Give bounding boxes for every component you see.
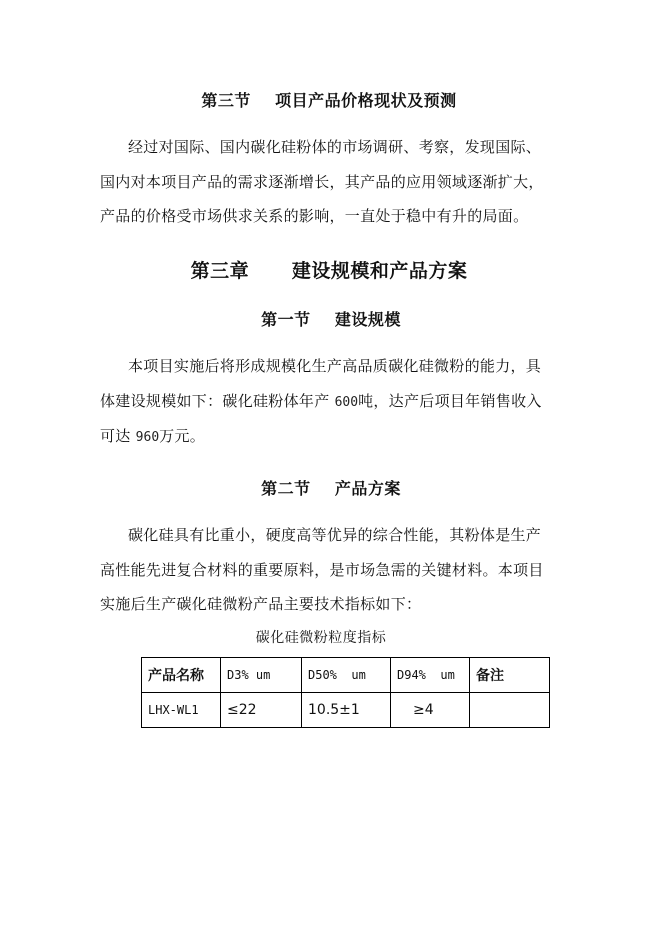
- table-header-row: [142, 658, 550, 693]
- paragraph-line: 实施后生产碳化硅微粉产品主要技术指标如下：: [100, 595, 422, 613]
- paragraph-line: 碳化硅具有比重小，硬度高等优异的综合性能，其粉体是生产: [128, 526, 542, 544]
- annual-revenue-value: 960: [135, 430, 160, 445]
- text-segment: 可达: [100, 427, 136, 445]
- header-remarks: 备注: [470, 658, 550, 693]
- section-title-price: 第三节 项目产品价格现状及预测: [201, 91, 457, 110]
- header-d3: D3% um: [221, 658, 302, 693]
- paragraph-line: 本项目实施后将形成规模化生产高品质碳化硅微粉的能力，具: [128, 357, 542, 375]
- annual-output-value: 600: [334, 395, 359, 410]
- cell-d94: ≥4: [391, 693, 470, 728]
- text-segment: 体建设规模如下：碳化硅粉体年产: [100, 392, 335, 410]
- paragraph-line: 国内对本项目产品的需求逐渐增长，其产品的应用领域逐渐扩大，: [100, 173, 544, 191]
- paragraph-line: [100, 391, 560, 413]
- cell-remarks: [470, 693, 550, 728]
- cell-d3: ≤22: [221, 693, 302, 728]
- chapter-title: 第三章 建设规模和产品方案: [190, 260, 468, 282]
- text-segment: 万元。: [159, 427, 206, 445]
- table-row: [142, 693, 550, 728]
- header-d94: D94% um: [391, 658, 470, 693]
- section-title-product: 第二节 产品方案: [261, 479, 401, 498]
- cell-d50: 10.5±1: [302, 693, 391, 728]
- section-title-scale: 第一节 建设规模: [261, 310, 401, 329]
- particle-size-table: [141, 657, 550, 728]
- cell-product-name: LHX-WL1: [142, 693, 221, 728]
- text-segment: 吨，达产后项目年销售收入: [358, 392, 542, 410]
- paragraph-line: 产品的价格受市场供求关系的影响，一直处于稳中有升的局面。: [100, 207, 529, 225]
- header-product-name: 产品名称: [142, 658, 221, 693]
- table-caption: 碳化硅微粉粒度指标: [255, 630, 387, 646]
- paragraph-line: [100, 426, 560, 448]
- header-d50: D50% um: [302, 658, 391, 693]
- paragraph-line: 经过对国际、国内碳化硅粉体的市场调研、考察，发现国际、: [128, 138, 542, 156]
- paragraph-line: 高性能先进复合材料的重要原料，是市场急需的关键材料。本项目: [100, 561, 544, 579]
